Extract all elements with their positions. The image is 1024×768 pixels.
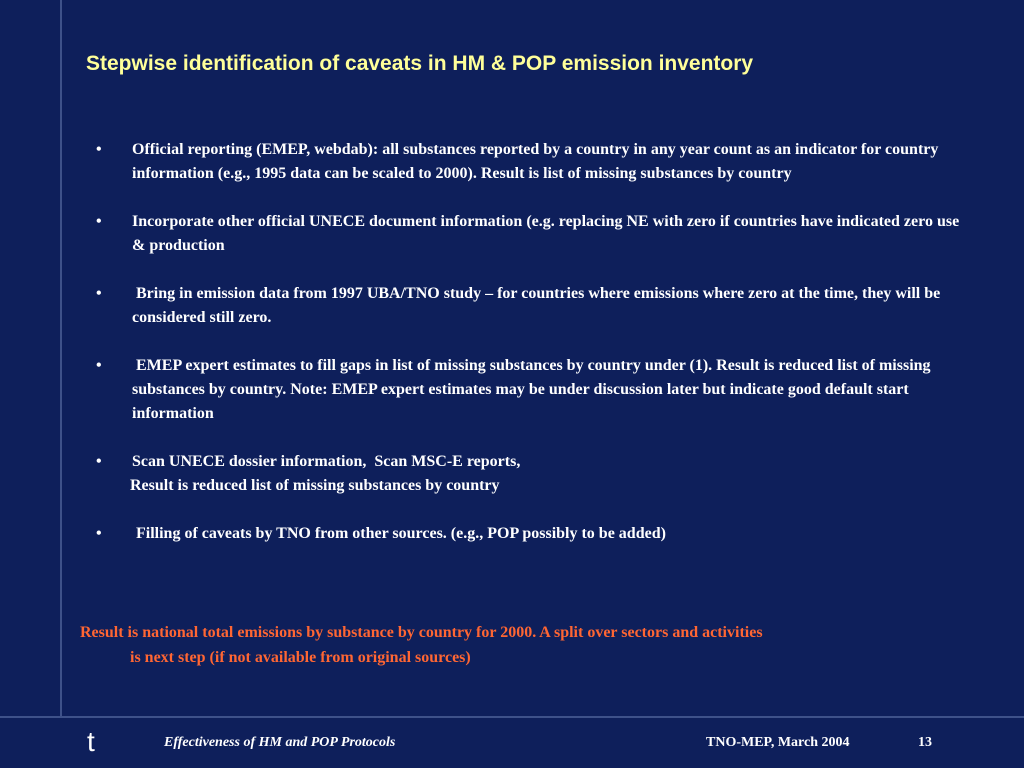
bullet-dot: • — [96, 525, 102, 542]
bullet-dot: • — [96, 213, 102, 230]
result-statement — [80, 620, 980, 670]
bullet-dot: • — [96, 357, 102, 374]
footer-presentation-title: Effectiveness of HM and POP Protocols — [164, 735, 396, 750]
slide-title: Stepwise identification of caveats in HM & POP emission inventory — [86, 52, 754, 75]
result-line-2: is next step (if not available from original sources) — [130, 649, 471, 666]
bullet-item — [96, 210, 976, 258]
bullet-item — [96, 354, 976, 426]
bullet-item — [96, 282, 976, 330]
bullet-item — [96, 522, 976, 546]
bullet-text: Filling of caveats by TNO from other sources. (e.g., POP possibly to be added) — [132, 525, 666, 542]
page-number: 13 — [918, 735, 932, 750]
bullet-text: Bring in emission data from 1997 UBA/TNO study – for countries where emissions where zero at the time, they will be considered still zero. — [132, 285, 945, 326]
bullet-dot: • — [96, 453, 102, 470]
tno-logo: t — [87, 726, 95, 757]
bullet-item — [96, 450, 976, 498]
bullet-item — [96, 138, 976, 186]
footer-organization-date: TNO-MEP, March 2004 — [706, 735, 850, 750]
bullet-text: Official reporting (EMEP, webdab): all substances reported by a country in any year count as an indicator for country information (e.g., 1995 data can be scaled to 2000). Result is list of missing substances by country — [132, 141, 939, 182]
bullet-dot: • — [96, 141, 102, 158]
bullet-continuation: Result is reduced list of missing substances by country — [130, 477, 500, 494]
bullet-list — [96, 138, 976, 570]
footer-divider — [0, 716, 1024, 718]
bullet-text: Incorporate other official UNECE document information (e.g. replacing NE with zero if countries have indicated zero use & production — [132, 213, 960, 254]
vertical-divider — [60, 0, 62, 716]
result-line-1: Result is national total emissions by substance by country for 2000. A split over sectors and activities — [80, 624, 763, 641]
bullet-dot: • — [96, 285, 102, 302]
bullet-text: Scan UNECE dossier information, Scan MSC-E reports, — [132, 453, 521, 470]
bullet-text: EMEP expert estimates to fill gaps in list of missing substances by country under (1). Result is reduced list of missing substances by country. Note: EMEP expert estimates may be under discussion later but indicate good default start information — [132, 357, 935, 422]
